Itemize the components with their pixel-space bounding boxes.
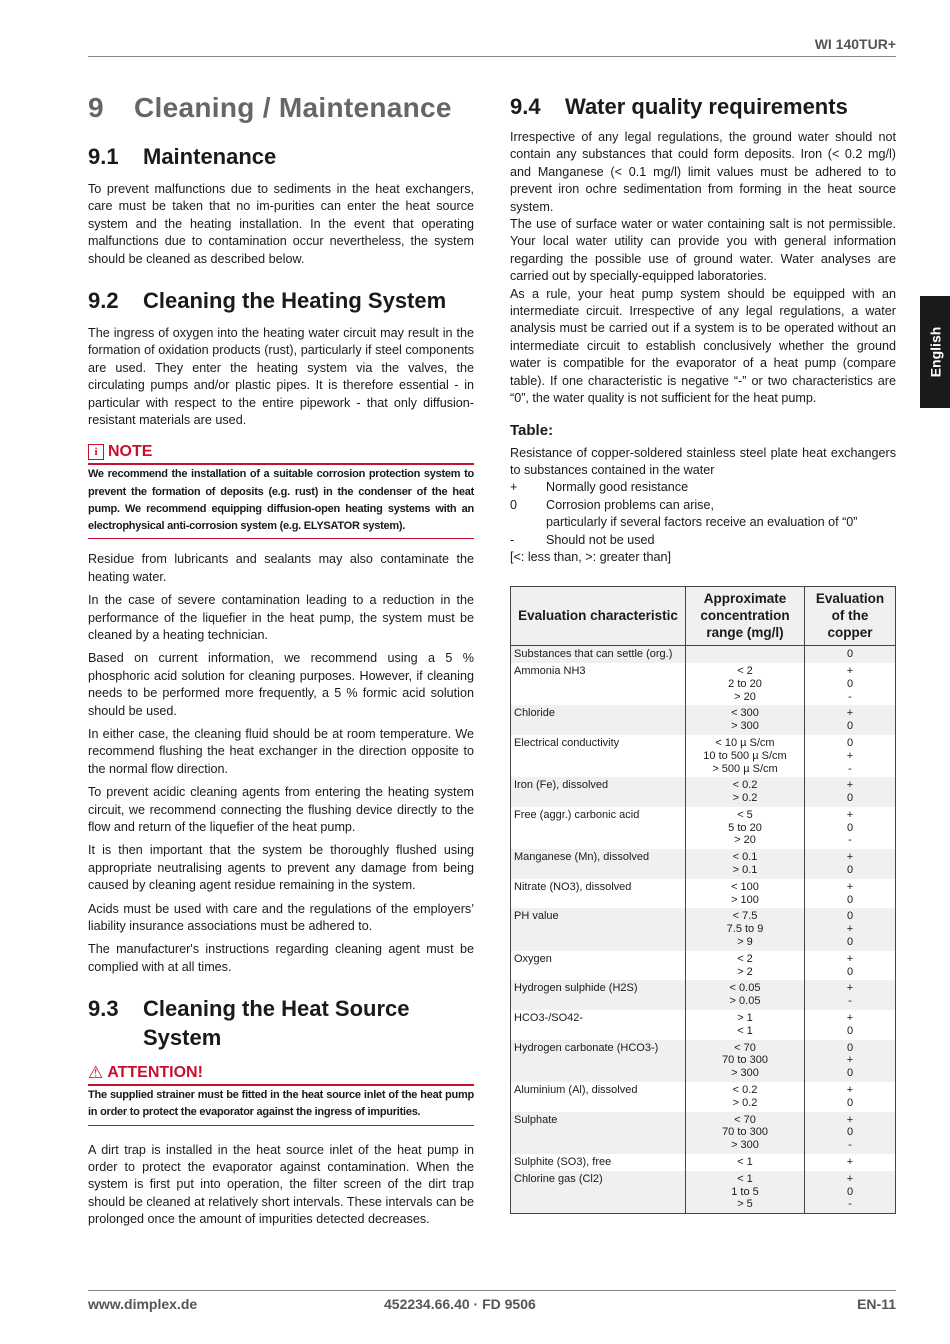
cell-concentration: < 70 70 to 300 > 300 — [686, 1112, 805, 1154]
language-tab — [920, 296, 950, 408]
section-title: Cleaning the Heat Source System — [143, 996, 410, 1051]
legend-item — [510, 532, 896, 549]
cell-characteristic: Substances that can settle (org.) — [511, 646, 686, 663]
section-number: 9.4 — [510, 94, 541, 119]
cell-characteristic: PH value — [511, 908, 686, 950]
cell-concentration: < 300 > 300 — [686, 705, 805, 735]
note-box — [88, 443, 474, 539]
cell-evaluation: + 0 — [805, 951, 896, 981]
table-row — [511, 1171, 896, 1214]
paragraph: In either case, the cleaning fluid should be at room temperature. We recommend flushing the heat exchanger in the direction opposite to the normal flow direction. — [88, 726, 474, 776]
footer-website: www.dimplex.de — [88, 1296, 198, 1312]
cell-characteristic: Manganese (Mn), dissolved — [511, 849, 686, 879]
cell-evaluation: + 0 — [805, 777, 896, 807]
paragraph: In the case of severe contamination leading to a reduction in the performance of the liquefier in the heat pump, the system must be cleaned by a heating technician. — [88, 593, 474, 642]
table-row — [511, 777, 896, 807]
cell-evaluation: + 0 - — [805, 663, 896, 705]
table-row — [511, 951, 896, 981]
cell-concentration: < 2 2 to 20 > 20 — [686, 663, 805, 705]
column-header: Evaluation of the copper — [805, 587, 896, 646]
cell-concentration: < 1 1 to 5 > 5 — [686, 1171, 805, 1214]
cell-characteristic: Electrical conductivity — [511, 735, 686, 777]
paragraph: A dirt trap is installed in the heat source inlet of the heat pump in order to protect the evaporator against contamination. When the system is first put into operation, the filter screen of the dirt trap should be cleaned at relatively short intervals. These intervals can be prolonged once the amount of impurities detected decreases. — [88, 1142, 474, 1227]
attention-title: ATTENTION! — [107, 1064, 203, 1082]
cell-characteristic: Nitrate (NO3), dissolved — [511, 879, 686, 909]
note-text: We recommend the installation of a suitable corrosion protection system to prevent the formation of deposits (e.g. rust) in the condenser of the heat pump. We recommend equipping diffusion-open heating systems with an electrophysical anti-corrosion system (e.g. ELYSATOR system). — [88, 465, 474, 539]
table-row — [511, 1010, 896, 1040]
section-number: 9.2 — [88, 288, 119, 314]
section-title: Cleaning the Heating System — [143, 288, 447, 314]
paragraph: The ingress of oxygen into the heating water circuit may result in the formation of oxidation products (rust), particularly if steel components are used. They enter the heating system via the valves, the circulating pumps and/or plastic pipes. It is therefore essential - in particular with respect to the entire pipework - that only diffusion-resistant materials are used. — [88, 326, 474, 428]
chapter-title-text: Cleaning / Maintenance — [134, 92, 452, 123]
legend-text: Normally good resistance — [546, 480, 689, 495]
legend-symbol: 0 — [510, 497, 518, 512]
paragraph: The use of surface water or water containing salt is not permissible. Your local water utility can provide you with general information regarding the possible use of ground water. Water analyses are carried out by specially-equipped laboratories. — [510, 217, 896, 284]
cell-concentration: < 5 5 to 20 > 20 — [686, 807, 805, 849]
note-title: NOTE — [108, 443, 153, 461]
legend-symbol: - — [510, 532, 515, 547]
legend-text: Should not be used — [546, 532, 655, 547]
table-row — [511, 980, 896, 1010]
info-icon: i — [88, 444, 104, 460]
table-row — [511, 663, 896, 705]
legend-item — [510, 479, 896, 496]
cell-concentration: < 100 > 100 — [686, 879, 805, 909]
section-title: Maintenance — [143, 144, 277, 169]
table-label: Table: — [510, 421, 554, 439]
left-column — [88, 92, 474, 1247]
cell-evaluation: + 0 — [805, 1010, 896, 1040]
attention-box — [88, 1064, 474, 1125]
table-row — [511, 1154, 896, 1171]
cell-evaluation: 0 + 0 — [805, 1040, 896, 1082]
footer-rule — [88, 1290, 896, 1291]
cell-concentration: < 0.2 > 0.2 — [686, 777, 805, 807]
section-heading — [88, 142, 474, 171]
section-heading — [88, 286, 474, 315]
table-row — [511, 849, 896, 879]
header-model: WI 140TUR+ — [814, 36, 896, 52]
footer-doc-number: 452234.66.40 · FD 9506 — [384, 1296, 536, 1312]
cell-evaluation: + 0 - — [805, 1112, 896, 1154]
legend-note: [<: less than, >: greater than] — [510, 549, 672, 564]
table-row — [511, 908, 896, 950]
attention-header — [88, 1064, 474, 1086]
table-row — [511, 879, 896, 909]
section-9-3 — [88, 994, 474, 1228]
cell-characteristic: Hydrogen sulphide (H2S) — [511, 980, 686, 1010]
cell-concentration: < 7.5 7.5 to 9 > 9 — [686, 908, 805, 950]
section-heading — [510, 92, 896, 121]
legend-text: Corrosion problems can arise, — [546, 497, 714, 512]
cell-concentration: < 0.05 > 0.05 — [686, 980, 805, 1010]
header-rule — [88, 56, 896, 57]
cell-evaluation: + 0 - — [805, 1171, 896, 1214]
cell-evaluation: + 0 — [805, 1082, 896, 1112]
paragraph: As a rule, your heat pump system should be equipped with an intermediate circuit. Irrespective of any legal regulations, a water analysis must be carried out if a system is to be operated without an intermediate circuit to establish conclusively whether the ground water is compatible for the evaporator of a heat pump (compare table). If one characteristic is negative “-” or two characteristics are “0”, the water quality is not sufficient for the heat pump. — [510, 286, 896, 406]
water-quality-table — [510, 586, 896, 1214]
attention-text: The supplied strainer must be fitted in the heat source inlet of the heat pump in order to protect the evaporator against the ingress of impurities. — [88, 1086, 474, 1125]
cell-characteristic: Sulphate — [511, 1112, 686, 1154]
cell-concentration: > 1 < 1 — [686, 1010, 805, 1040]
footer-page-number: EN-11 — [857, 1296, 896, 1312]
table-row — [511, 1112, 896, 1154]
language-tab-label: English — [927, 326, 943, 378]
cell-characteristic: Hydrogen carbonate (HCO3-) — [511, 1040, 686, 1082]
cell-characteristic: Chloride — [511, 705, 686, 735]
right-column — [510, 92, 896, 1214]
paragraph: Irrespective of any legal regulations, the ground water should not contain any substances that could form deposits. Iron (< 0.2 mg/l) and Manganese (< 0.1 mg/l) limit values must be adhered to to prevent iron ochre sedimentation from forming in the heat source system. — [510, 130, 896, 214]
table-row — [511, 705, 896, 735]
cell-evaluation: + 0 — [805, 849, 896, 879]
cell-evaluation: + - — [805, 980, 896, 1010]
section-number: 9.3 — [88, 996, 119, 1022]
cell-evaluation: + 0 - — [805, 807, 896, 849]
legend-item — [510, 497, 896, 514]
paragraph: It is then important that the system be thoroughly flushed using appropriate neutralising agents to prevent any damage from being caused by cleaning agent residue remaining in the system. — [88, 843, 474, 893]
section-heading — [88, 994, 474, 1052]
chapter-title — [88, 92, 474, 124]
cell-characteristic: HCO3-/SO42- — [511, 1010, 686, 1040]
column-header: Approximate concentration range (mg/l) — [686, 587, 805, 646]
paragraph: To prevent malfunctions due to sediments in the heat exchangers, care must be taken that no im-purities can enter the heat source system and the heating installation. In the event that operating malfunctions due to contamination occur nevertheless, the system should be cleaned as described below. — [88, 182, 474, 266]
note-header — [88, 443, 474, 465]
table-caption: Resistance of copper-soldered stainless steel plate heat exchangers to substances contained in the water — [510, 445, 896, 477]
warning-triangle-icon: ⚠ — [88, 1063, 104, 1083]
cell-evaluation: + 0 — [805, 705, 896, 735]
legend-symbol: + — [510, 480, 518, 495]
paragraph: Residue from lubricants and sealants may also contaminate the heating water. — [88, 552, 474, 584]
table-row — [511, 1082, 896, 1112]
cell-concentration — [686, 646, 805, 663]
cell-characteristic: Sulphite (SO3), free — [511, 1154, 686, 1171]
cell-characteristic: Oxygen — [511, 951, 686, 981]
cell-concentration: < 0.2 > 0.2 — [686, 1082, 805, 1112]
cell-evaluation: 0 + - — [805, 735, 896, 777]
table-row — [511, 646, 896, 663]
table-row — [511, 1040, 896, 1082]
cell-evaluation: + 0 — [805, 879, 896, 909]
column-header: Evaluation characteristic — [511, 587, 686, 646]
cell-evaluation: + — [805, 1154, 896, 1171]
paragraph: Acids must be used with care and the regulations of the employers’ liability insurance associations must be adhered to. — [88, 901, 474, 933]
section-title: Water quality requirements — [565, 94, 848, 119]
cell-concentration: < 0.1 > 0.1 — [686, 849, 805, 879]
legend — [510, 479, 896, 566]
paragraph: The manufacturer's instructions regarding cleaning agent must be complied with at all times. — [88, 942, 474, 974]
section-9-1 — [88, 142, 474, 268]
paragraph: To prevent acidic cleaning agents from entering the heating system circuit, we recommend connecting the flushing device directly to the flow and return of the liquefier of the heat pump. — [88, 785, 474, 834]
cell-concentration: < 70 70 to 300 > 300 — [686, 1040, 805, 1082]
cell-characteristic: Ammonia NH3 — [511, 663, 686, 705]
table-row — [511, 807, 896, 849]
cell-evaluation: 0 + 0 — [805, 908, 896, 950]
cell-characteristic: Free (aggr.) carbonic acid — [511, 807, 686, 849]
cell-concentration: < 1 — [686, 1154, 805, 1171]
paragraph: Based on current information, we recommend using a 5 % phosphoric acid solution for cleaning purposes. However, if cleaning needs to be performed more frequently, a 5 % formic acid solution should be used. — [88, 651, 474, 718]
cell-characteristic: Aluminium (Al), dissolved — [511, 1082, 686, 1112]
chapter-number: 9 — [88, 92, 104, 123]
table-row — [511, 735, 896, 777]
cell-characteristic: Iron (Fe), dissolved — [511, 777, 686, 807]
cell-concentration: < 2 > 2 — [686, 951, 805, 981]
cell-concentration: < 10 µ S/cm 10 to 500 µ S/cm > 500 µ S/cm — [686, 735, 805, 777]
legend-item: particularly if several factors receive an evaluation of “0” — [546, 515, 858, 530]
cell-characteristic: Chlorine gas (Cl2) — [511, 1171, 686, 1214]
section-number: 9.1 — [88, 144, 119, 169]
cell-evaluation: 0 — [805, 646, 896, 663]
section-9-2 — [88, 286, 474, 976]
